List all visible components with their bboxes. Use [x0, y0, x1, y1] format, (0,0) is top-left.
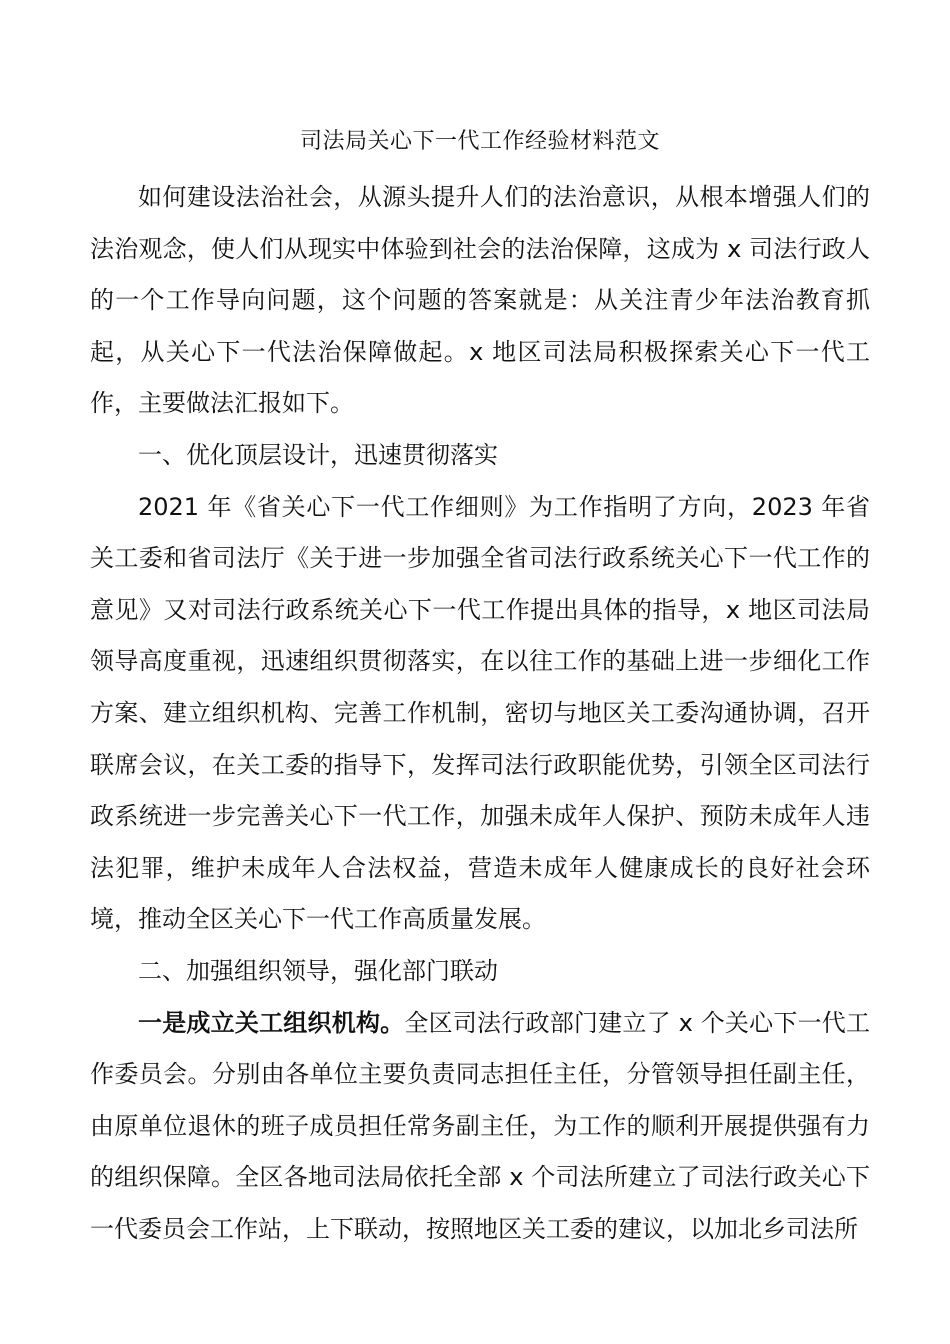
section-2-paragraph [90, 998, 870, 1256]
section-2-body: 全区司法行政部门建立了 x 个关心下一代工作委员会。分别由各单位主要负责同志担任主任，分管领导担任副主任，由原单位退休的班子成员担任常务副主任，为工作的顺利开展提供强有力的组织保障。全区各地司法局依托全部 x 个司法所建立了司法行政关心下一代委员会工作站，上下联动，按照地区关工委的建议，以加北乡司法所 [90, 1008, 871, 1243]
document-page [90, 112, 870, 1255]
section-2-heading: 二、加强组织领导，强化部门联动 [138, 956, 498, 985]
document-title: 司法局关心下一代工作经验材料范文 [299, 129, 660, 154]
section-1-paragraph: 2021 年《省关心下一代工作细则》为工作指明了方向，2023 年省关工委和省司法厅《关于进一步加强全省司法行政系统关心下一代工作的意见》又对司法行政系统关心下一代工作提出具体的指导，x 地区司法局领导高度重视，迅速组织贯彻落实，在以往工作的基础上进一步细化工作方案、建立组织机构、完善工作机制，密切与地区关工委沟通协调，召开联席会议，在关工委的指导下，发挥司法行政职能优势，引领全区司法行政系统进一步完善关心下一代工作，加强未成年人保护、预防未成年人违法犯罪，维护未成年人合法权益，营造未成年人健康成长的良好社会环境，推动全区关心下一代工作高质量发展。 [90, 492, 870, 934]
section-2-lead: 一是成立关工组织机构。 [138, 1008, 405, 1037]
intro-paragraph: 如何建设法治社会，从源头提升人们的法治意识，从根本增强人们的法治观念，使人们从现实中体验到社会的法治保障，这成为 x 司法行政人的一个工作导向问题，这个问题的答案就是：从关注青少年法治教育抓起，从关心下一代法治保障做起。x 地区司法局积极探索关心下一代工作，主要做法汇报如下。 [90, 183, 870, 418]
section-1-heading: 一、优化顶层设计，迅速贯彻落实 [138, 440, 498, 469]
